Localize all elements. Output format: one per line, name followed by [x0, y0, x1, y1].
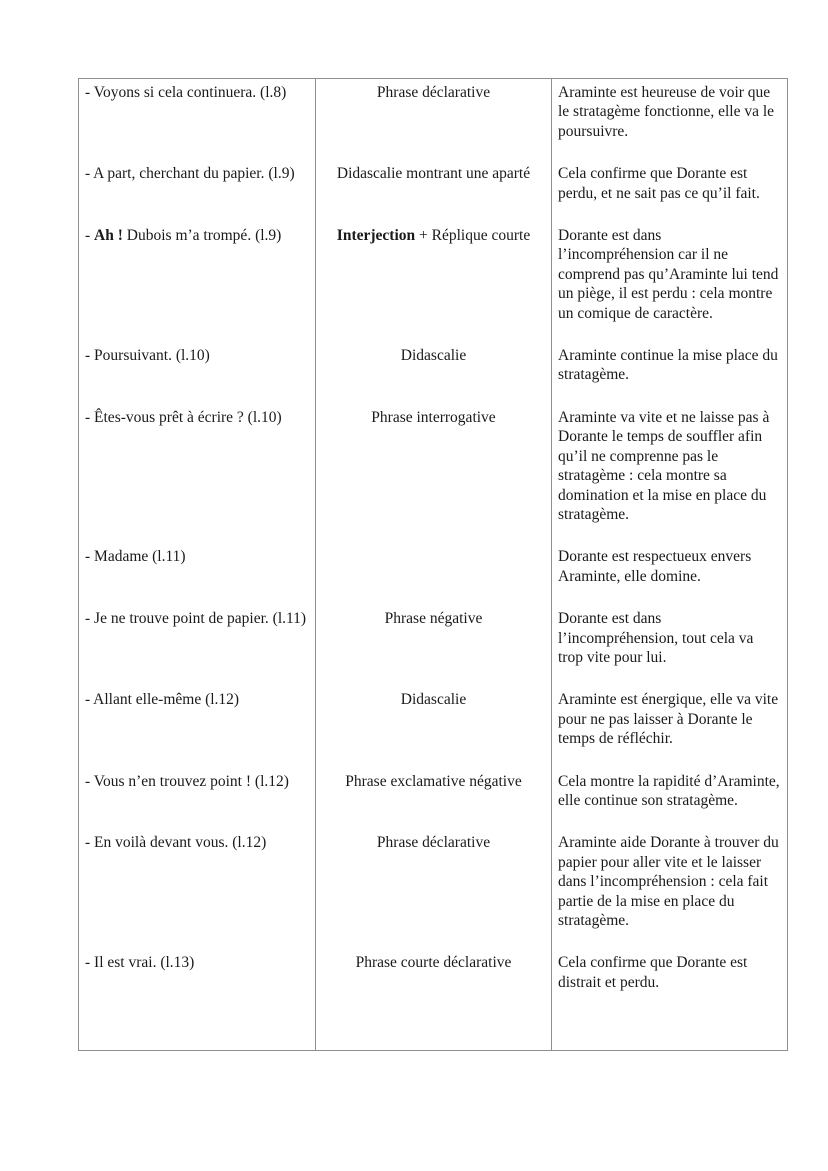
quote-text: - Il est vrai. (l.13): [85, 954, 195, 972]
quote-cell: [79, 404, 316, 543]
type-text: Phrase interrogative: [371, 408, 496, 426]
analysis-cell: [552, 829, 788, 949]
analysis-cell: [552, 686, 788, 767]
quote-text: - A part, cherchant du papier. (l.9): [85, 165, 295, 183]
type-cell: [316, 543, 552, 605]
table-row: [79, 404, 788, 543]
quote-cell: [79, 605, 316, 686]
type-text: Didascalie: [400, 347, 467, 365]
analysis-cell: [552, 949, 788, 1051]
type-text: + Réplique courte: [415, 227, 531, 245]
type-cell: [316, 949, 552, 1051]
table-row: [79, 829, 788, 949]
analysis-text: Cela confirme que Dorante est perdu, et ne sait pas ce qu’il fait.: [558, 165, 760, 202]
type-cell: [316, 79, 552, 161]
analysis-text: Araminte continue la mise place du stratagème.: [558, 347, 778, 384]
type-text: Phrase déclarative: [376, 84, 491, 101]
type-cell: [316, 160, 552, 222]
quote-cell: [79, 686, 316, 767]
analysis-cell: [552, 543, 788, 605]
analysis-text: Araminte est énergique, elle va vite pour ne pas laisser à Dorante le temps de réfléchir.: [558, 691, 779, 748]
type-text: Phrase courte déclarative: [355, 954, 512, 972]
quote-text: - Êtes-vous prêt à écrire ? (l.10): [85, 408, 282, 426]
type-cell: [316, 342, 552, 404]
analysis-text: Araminte est heureuse de voir que le stratagème fonctionne, elle va le poursuivre.: [558, 84, 775, 140]
table-row: [79, 949, 788, 1051]
analysis-cell: [552, 605, 788, 686]
analysis-cell: [552, 160, 788, 222]
analysis-text: Cela montre la rapidité d’Araminte, elle continue son stratagème.: [558, 772, 780, 809]
analysis-text: Araminte aide Dorante à trouver du papier pour aller vite et le laisser dans l’incompréhension : cela fait partie de la mise en place du stratagème.: [558, 834, 779, 929]
analysis-cell: [552, 342, 788, 404]
quote-cell: [79, 160, 316, 222]
analysis-text: Araminte va vite et ne laisse pas à Dorante le temps de souffler afin qu’il ne comprenne pas le stratagème : cela montre sa domination et la mise en place du stratagème.: [558, 408, 770, 523]
quote-cell: [79, 222, 316, 342]
analysis-cell: [552, 768, 788, 830]
quote-rest-text: Dubois m’a trompé. (l.9): [122, 227, 282, 245]
quote-cell: [79, 342, 316, 404]
table-row: [79, 543, 788, 605]
analysis-cell: [552, 404, 788, 543]
quote-text: - Voyons si cela continuera. (l.8): [85, 84, 287, 101]
table-row: [79, 79, 788, 161]
table-row: [79, 342, 788, 404]
table-row: [79, 605, 788, 686]
quote-text: - Poursuivant. (l.10): [85, 347, 210, 365]
type-text: Phrase exclamative négative: [345, 772, 522, 790]
quote-bold-text: Ah !: [94, 227, 123, 245]
table-row: [79, 222, 788, 342]
quote-text: - Vous n’en trouvez point ! (l.12): [85, 772, 289, 790]
quote-cell: [79, 768, 316, 830]
analysis-table: [78, 78, 788, 1051]
table-row: [79, 686, 788, 767]
document-page: [78, 78, 780, 1051]
type-bold-text: Interjection: [336, 227, 416, 245]
quote-cell: [79, 829, 316, 949]
type-text: Didascalie: [400, 691, 467, 709]
type-text: Didascalie montrant une aparté: [336, 165, 531, 183]
quote-text: - Allant elle-même (l.12): [85, 691, 240, 709]
analysis-text: Cela confirme que Dorante est distrait et perdu.: [558, 954, 748, 991]
quote-text: - Je ne trouve point de papier. (l.11): [85, 610, 307, 628]
analysis-cell: [552, 222, 788, 342]
analysis-text: Dorante est respectueux envers Araminte, elle domine.: [558, 548, 752, 585]
quote-cell: [79, 949, 316, 1051]
analysis-text: Dorante est dans l’incompréhension car il ne comprend pas qu’Araminte lui tend un piège, il est perdu : cela montre un comique de caractère.: [558, 227, 779, 322]
table-row: [79, 160, 788, 222]
type-text: Phrase négative: [384, 610, 483, 628]
quote-text: -: [85, 227, 95, 245]
type-cell: [316, 404, 552, 543]
analysis-text: Dorante est dans l’incompréhension, tout cela va trop vite pour lui.: [558, 610, 754, 666]
type-cell: [316, 768, 552, 830]
analysis-cell: [552, 79, 788, 161]
type-cell: [316, 829, 552, 949]
quote-cell: [79, 79, 316, 161]
type-text: Phrase déclarative: [376, 834, 491, 852]
type-cell: [316, 222, 552, 342]
type-cell: [316, 686, 552, 767]
quote-text: - Madame (l.11): [85, 548, 186, 566]
table-row: [79, 768, 788, 830]
quote-text: - En voilà devant vous. (l.12): [85, 834, 267, 852]
quote-cell: [79, 543, 316, 605]
type-cell: [316, 605, 552, 686]
